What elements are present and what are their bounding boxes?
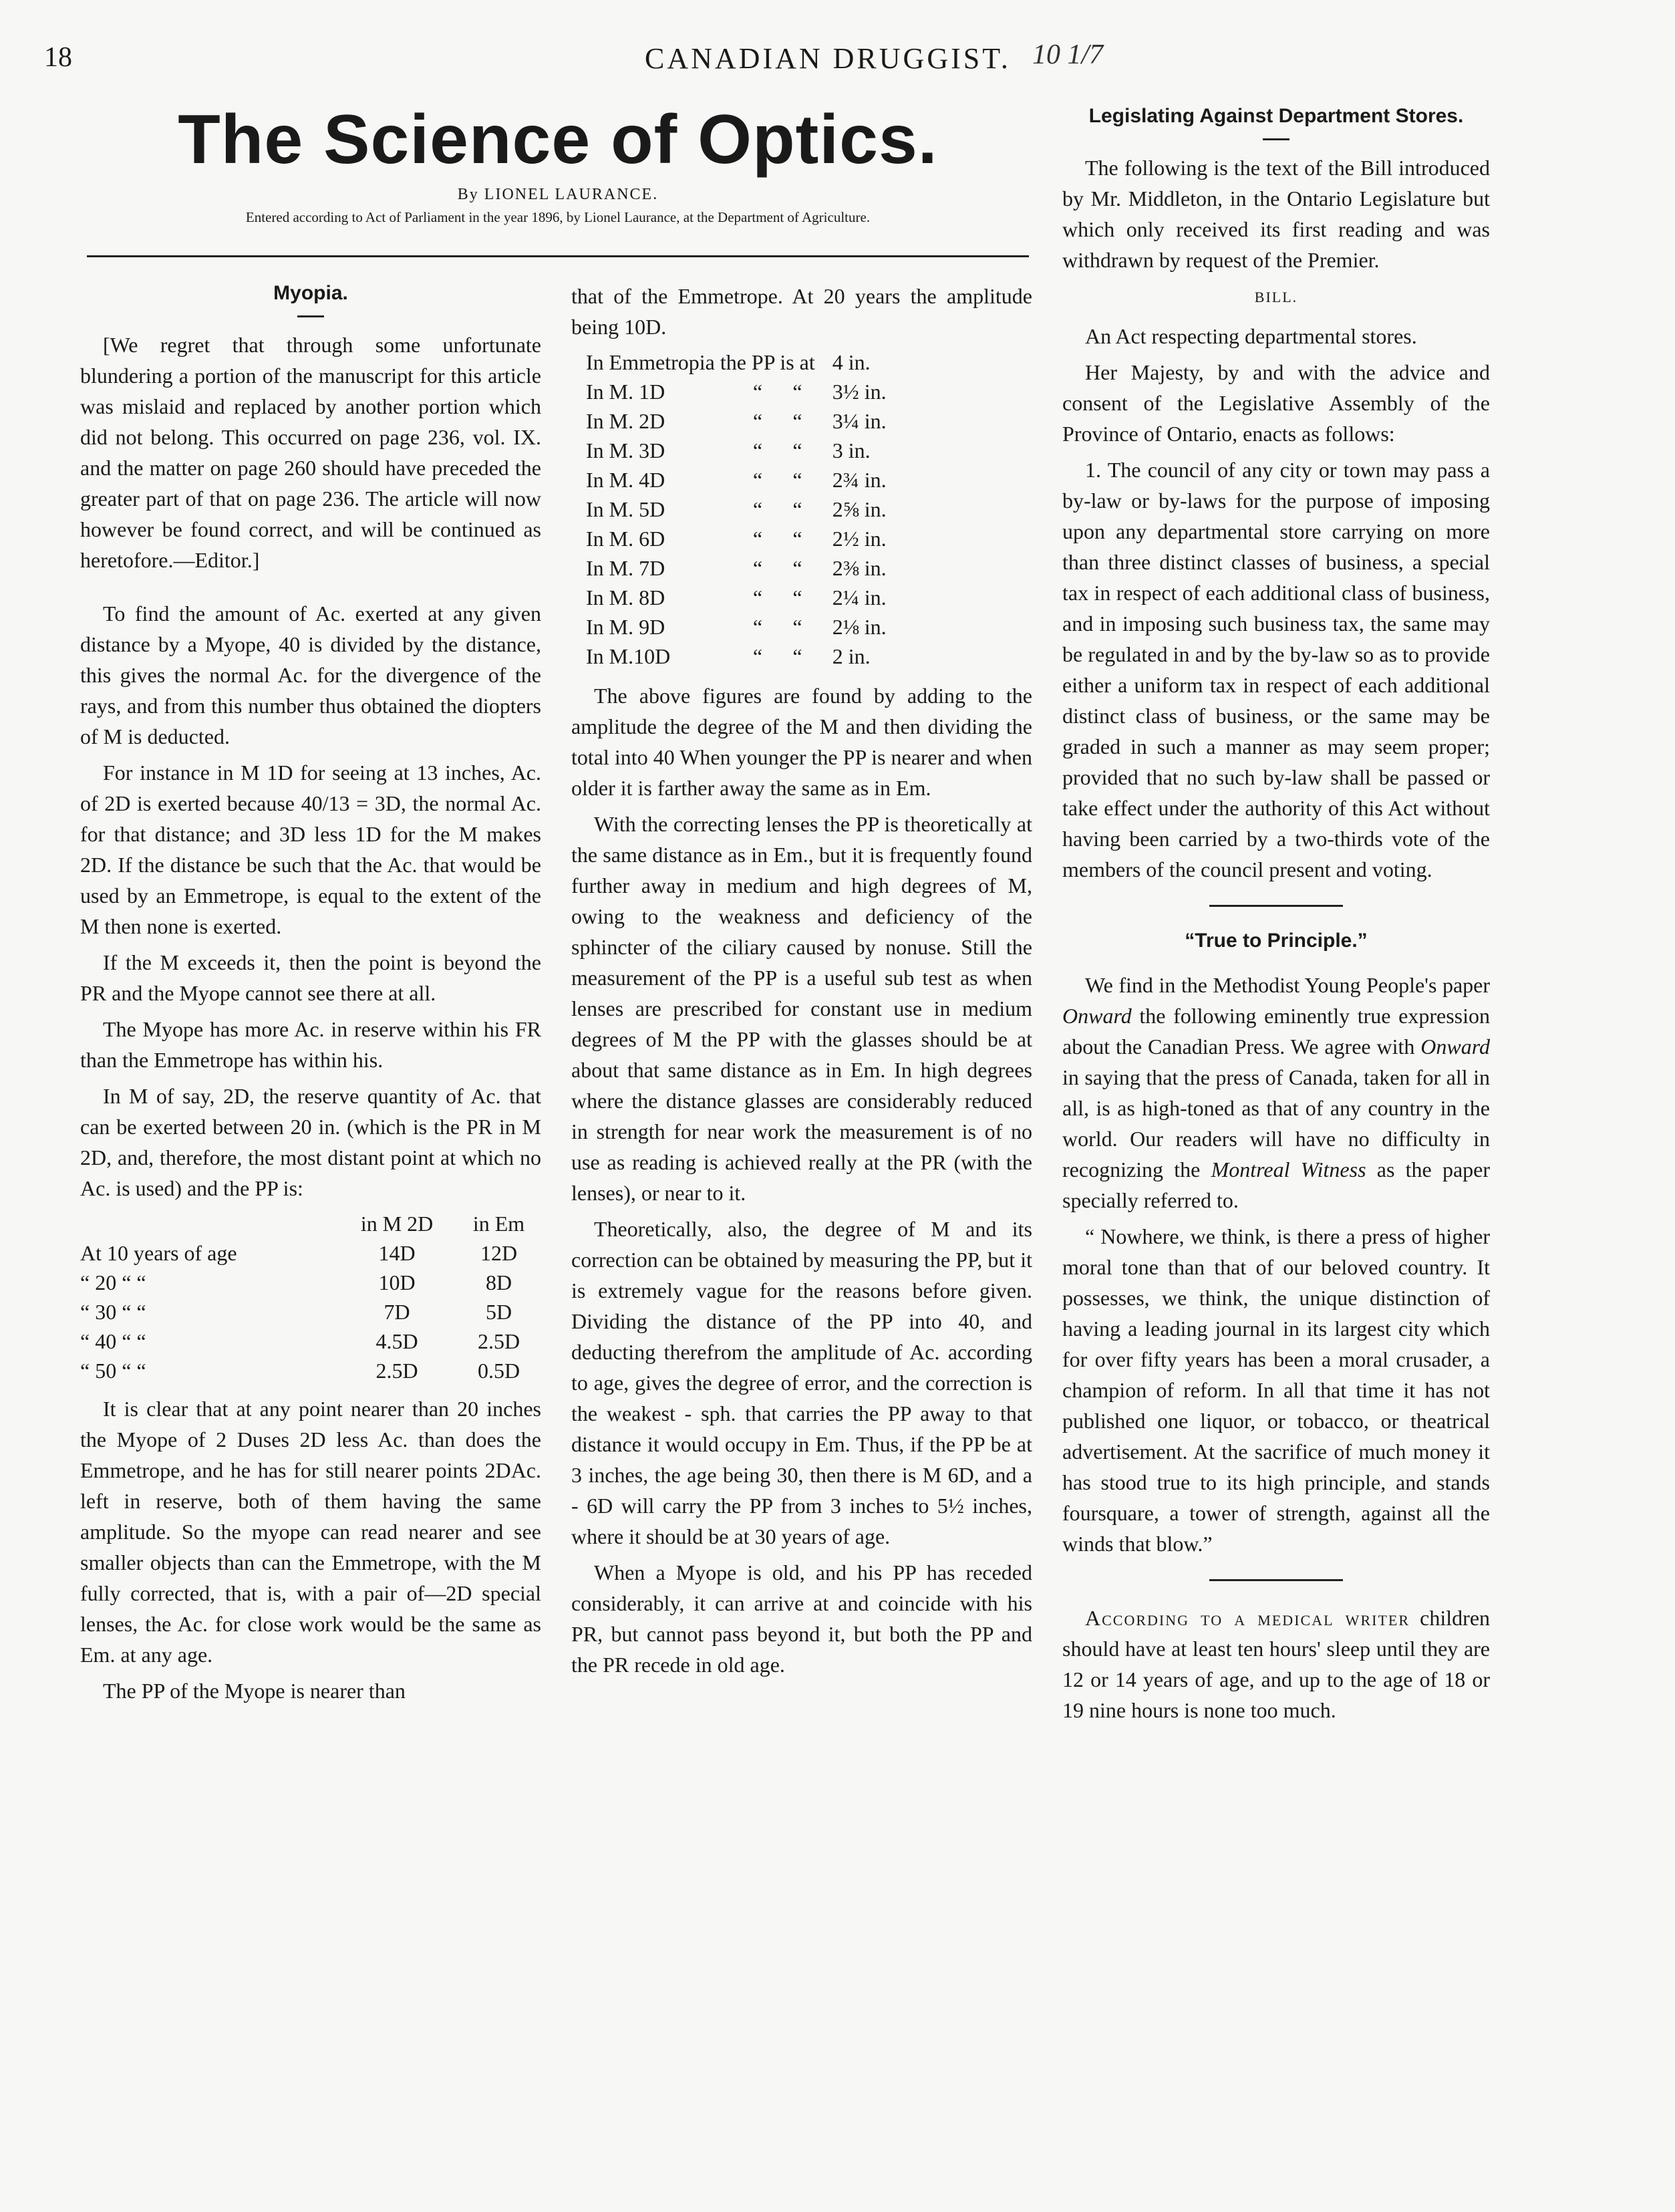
table-cell: “ [792, 409, 802, 433]
publication-title: CANADIAN DRUGGIST. [645, 42, 1011, 75]
paragraph: The following is the text of the Bill introduced by Mr. Middleton, in the Ontario Legislature but which only received its first reading and was withdrawn by request of the Premier. [1062, 156, 1490, 272]
table-cell: “ 40 “ “ [80, 1329, 146, 1353]
paragraph: In M of say, 2D, the reserve quantity of Ac. that can be exerted between 20 in. (which is the PR in M 2D, and, therefore, the most distant point at which no Ac. is used) and the PP is: [80, 1084, 541, 1200]
table-cell: 2⅛ in. [832, 615, 887, 639]
table-cell: In M. 5D [586, 497, 665, 521]
table-row [586, 553, 904, 583]
table-cell: 2.5D [477, 1329, 520, 1353]
table-cell: “ [752, 644, 763, 668]
table-header-row [80, 1209, 541, 1238]
age-table [80, 1209, 541, 1385]
article-column-1 [80, 281, 541, 1711]
table-row [586, 583, 904, 612]
publication-name: Onward [1420, 1034, 1491, 1059]
paragraph: “ Nowhere, we think, is there a press of higher moral tone than that of our beloved country. It possesses, we think, the unique distinction of having a leading journal in its largest city which for over fifty years has been a moral crusader, a champion of reform. In all that time it has not published one liquor, or tobacco, or theatrical advertisement. At the sacrifice of much money it has stood true to its high principle, and stands foursquare, a tower of strength, against all the winds that blow.” [1062, 1224, 1490, 1556]
section-heading: Myopia. [273, 282, 348, 304]
paragraph: If the M exceeds it, then the point is beyond the PR and the Myope cannot see there at all. [80, 950, 541, 1005]
table-cell: “ [752, 409, 763, 433]
paragraph [1062, 1603, 1490, 1725]
table-cell: In M. 9D [586, 615, 665, 639]
paragraph: When a Myope is old, and his PP has receded considerably, it can arrive at and coincide with his PR, but cannot pass beyond it, but both the PP and the PR recede in old age. [571, 1560, 1032, 1677]
table-cell: “ [792, 380, 802, 404]
text-run: as the paper specially referred to. [1062, 1157, 1491, 1212]
article-title: The Science of Optics. [178, 101, 938, 178]
table-cell: 3½ in. [832, 380, 887, 404]
section-dash [297, 315, 324, 317]
section-separator [1209, 1579, 1343, 1581]
table-cell: “ 50 “ “ [80, 1359, 146, 1383]
paragraph: For instance in M 1D for seeing at 13 inches, Ac. of 2D is exerted because 40/13 = 3D, the normal Ac. for that distance; and 3D less 1D for the M makes 2D. If the distance be such that the Ac. that would be used by an Emmetrope, is equal to the extent of the M then none is exerted. [80, 761, 541, 938]
table-cell: 0.5D [477, 1359, 520, 1383]
table-cell: 2⅜ in. [832, 556, 887, 580]
table-cell: “ [792, 468, 802, 492]
table-cell: 2¾ in. [832, 468, 887, 492]
paragraph: 1. The council of any city or town may pass a by-law or by-laws for the purpose of imposing upon any departmental store carrying on more than three distinct classes of business, a special tax in respect of each additional class of business, and in imposing such business tax, the same may be regulated in and by the by-law so as to provide either a uniform tax in respect of each additional distinct class of business, or the same may be graded in such a manner as may seem proper; provided that no such by-law shall be passed or take effect under the authority of this Act without having been carried by a two-thirds vote of the members of the council present and voting. [1062, 458, 1490, 881]
table-cell: 5D [485, 1300, 512, 1324]
principle-heading: “True to Principle.” [1185, 930, 1368, 952]
table-row [80, 1327, 541, 1356]
article-byline: By LIONEL LAURANCE. [457, 186, 659, 203]
table-row [586, 348, 904, 377]
table-cell: “ [752, 468, 763, 492]
table-cell: “ [792, 438, 802, 462]
paragraph: With the correcting lenses the PP is theoretically at the same distance as in Em., but it is frequently found further away in medium and high degrees of M, owing to the weakness and deficiency of the sphincter of the ciliary caused by nonuse. Still the measurement of the PP is a useful sub test as when lenses are prescribed for constant use in medium degrees of M the PP with the glasses should be at about that same distance as in Em. In high degrees where the distance glasses are considerably reduced in strength for near work the measurement is of no use as reading is achieved really at the PR (with the lenses), or near to it. [571, 812, 1032, 1205]
table-row [586, 495, 904, 524]
publication-name: Montreal Witness [1211, 1157, 1366, 1182]
table-cell: In M. 1D [586, 380, 665, 404]
table-row [586, 436, 904, 465]
table-row [586, 465, 904, 495]
table-header: in Em [472, 1212, 525, 1236]
table-cell: In M. 7D [586, 556, 665, 580]
table-header: in M 2D [360, 1212, 434, 1236]
table-cell: 2.5D [375, 1359, 418, 1383]
paragraph: that of the Emmetrope. At 20 years the amplitude being 10D. [571, 284, 1032, 339]
table-cell: “ [792, 585, 802, 609]
handwritten-note: 10 1/7 [1032, 39, 1104, 70]
table-cell: “ [792, 497, 802, 521]
paragraph [1062, 970, 1490, 1216]
table-cell: 8D [485, 1270, 512, 1294]
table-cell: In M. 8D [586, 585, 665, 609]
table-cell: “ [752, 527, 763, 551]
paragraph: To find the amount of Ac. exerted at any given distance by a Myope, 40 is divided by the distance, this gives the normal Ac. for the divergence of the rays, and from this number thus obtained the diopters of M is deducted. [80, 601, 541, 748]
table-cell: “ [792, 644, 802, 668]
table-cell: 10D [378, 1270, 416, 1294]
table-cell: “ [792, 615, 802, 639]
page-number: 18 [44, 42, 72, 73]
table-cell: In M. 3D [586, 438, 665, 462]
text-run: in saying that the press of Canada, taken for all in all, is as high-toned as that of any country in the world. Our readers will have no difficulty in recognizing the [1062, 1065, 1490, 1182]
paragraph: Theoretically, also, the degree of M and its correction can be obtained by measuring the PP, but it is extremely vague for the reasons before given. Dividing the distance of the PP into 40, and deducting therefrom the amplitude of Ac. according to age, gives the degree of error, and the correction is the weakest - sph. that carries the PP away to that distance it would occupy in Em. Thus, if the PP be at 3 inches, the age being 30, then there is M 6D, and a - 6D will carry the PP from 3 inches to 5½ inches, where it should be at 30 years of age. [571, 1217, 1032, 1548]
table-cell: In M. 4D [586, 468, 665, 492]
table-cell: 4.5D [375, 1329, 418, 1353]
paragraph: The PP of the Myope is nearer than [103, 1679, 406, 1703]
table-row [80, 1238, 541, 1268]
table-row [586, 612, 904, 642]
table-cell: 2½ in. [832, 527, 887, 551]
paragraph: The Myope has more Ac. in reserve within his FR than the Emmetrope has within his. [80, 1017, 541, 1072]
publication-name: Onward [1062, 1004, 1132, 1028]
table-cell: 7D [384, 1300, 410, 1324]
table-cell: “ 30 “ “ [80, 1300, 146, 1324]
table-cell: 2 in. [832, 644, 871, 668]
paragraph: It is clear that at any point nearer than 20 inches the Myope of 2 Duses 2D less Ac. than does the Emmetrope, and he has for still nearer points 2DAc. left in reserve, both of them having the same amplitude. So the myope can read nearer and see smaller objects than can the Emmetrope, with the M fully corrected, that is, with a pair of—2D special lenses, the Ac. for close work would be the same as Em. at any age. [80, 1397, 541, 1667]
editor-note: [We regret that through some unfortunate blundering a portion of the manuscript for this article was mislaid and replaced by another portion which did not belong. This occurred on page 236, vol. IX. and the matter on page 260 should have preceded the greater part of that on page 236. The article will now however be found correct, and will be continued as heretofore.—Editor.] [80, 333, 541, 572]
table-cell: “ [752, 585, 763, 609]
table-cell: 2¼ in. [832, 585, 887, 609]
table-row [586, 377, 904, 406]
section-separator [1209, 905, 1343, 907]
paragraph: The above figures are found by adding to the amplitude the degree of the M and then dividing the total into 40 When younger the PP is nearer and when older it is farther away the same as in Em. [571, 684, 1032, 800]
table-cell: 12D [480, 1241, 518, 1265]
copyright-notice: Entered according to Act of Parliament in the year 1896, by Lionel Laurance, at the Department of Agriculture. [245, 209, 871, 225]
table-cell: “ 20 “ “ [80, 1270, 146, 1294]
table-row [586, 406, 904, 436]
table-cell: “ [792, 527, 802, 551]
paragraph: An Act respecting departmental stores. [1085, 324, 1417, 348]
table-row [586, 642, 904, 671]
table-cell: 2⅝ in. [832, 497, 887, 521]
paragraph: Her Majesty, by and with the advice and consent of the Legislative Assembly of the Province of Ontario, enacts as follows: [1062, 360, 1490, 446]
title-rule [87, 255, 1029, 257]
table-cell: In M. 6D [586, 527, 665, 551]
legislation-heading: Legislating Against Department Stores. [1088, 105, 1464, 127]
text-run: We find in the Methodist Young People's paper [1085, 973, 1490, 997]
text-run: the following eminently true expression about the Canadian Press. We agree with [1062, 1004, 1491, 1059]
table-cell: “ [752, 556, 763, 580]
table-cell: 14D [378, 1241, 416, 1265]
lead-in: According to a medical writer [1085, 1606, 1410, 1630]
table-row [80, 1268, 541, 1297]
table-cell: 3¼ in. [832, 409, 887, 433]
near-point-table [586, 348, 904, 671]
table-cell: In M. 2D [586, 409, 665, 433]
text-run: children should have at least ten hours' sleep until they are 12 or 14 years of age, and up to the age of 18 or 19 nine hours is none too much. [1062, 1606, 1491, 1722]
table-cell: In Emmetropia the PP is at [586, 350, 815, 374]
table-cell: “ [752, 380, 763, 404]
table-cell: 4 in. [832, 350, 871, 374]
table-cell: “ [752, 438, 763, 462]
table-cell: “ [752, 497, 763, 521]
table-cell: In M.10D [586, 644, 671, 668]
table-cell: 3 in. [832, 438, 871, 462]
heading-dash [1263, 138, 1289, 140]
bill-label: BILL. [1254, 289, 1298, 305]
table-row [80, 1297, 541, 1327]
article-column-2 [571, 281, 1032, 1685]
table-row [586, 524, 904, 553]
table-cell: “ [792, 556, 802, 580]
table-cell [80, 1209, 337, 1238]
news-column [1062, 104, 1490, 1731]
table-cell: “ [752, 615, 763, 639]
table-row [80, 1356, 541, 1385]
table-cell: At 10 years of age [80, 1241, 237, 1265]
